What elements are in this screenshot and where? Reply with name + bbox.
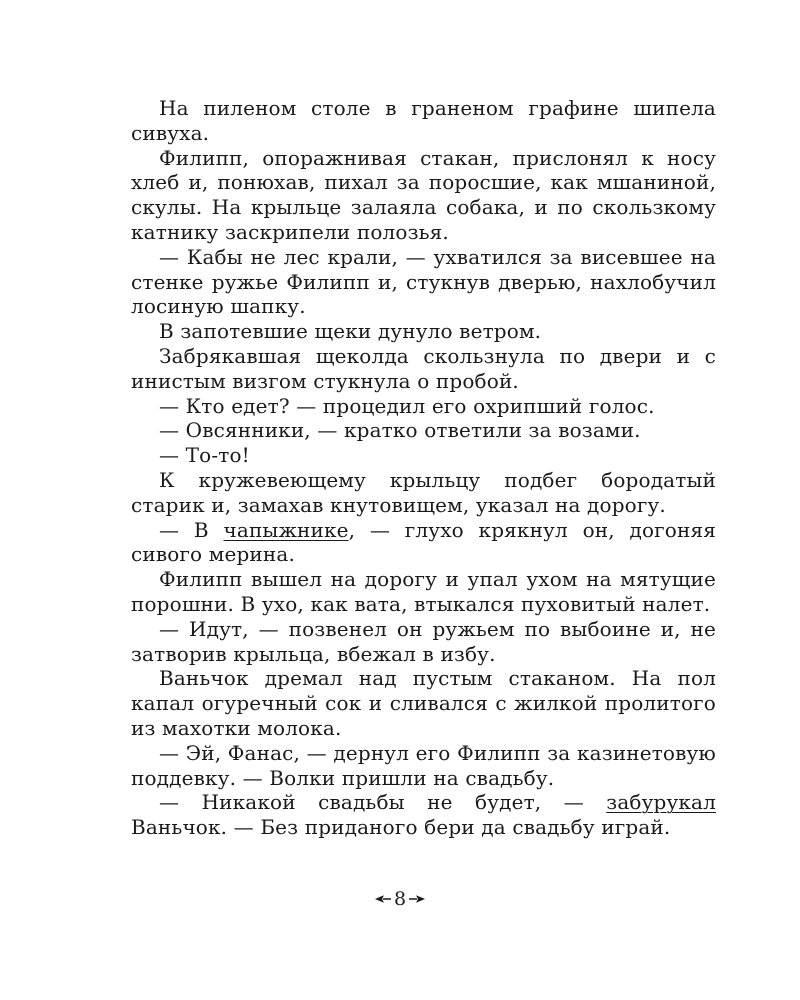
paragraph: — Кто едет? — процедил его охрипший голос. xyxy=(159,393,655,418)
ornament-right-icon xyxy=(409,886,425,910)
paragraph: В запотевшие щеки дунуло ветром. xyxy=(159,319,542,344)
paragraph xyxy=(131,518,716,568)
paragraph xyxy=(131,790,716,840)
paragraph-text: Ваньчок. — Без приданого бери да свадьбу играй. xyxy=(131,815,671,840)
paragraph-text: — В xyxy=(159,517,224,542)
paragraph: — То-то! xyxy=(159,443,250,468)
paragraph: — Эй, Фанас, — дернул его Филипп за казинетовую поддевку. — Волки пришли на свадьбу. xyxy=(131,740,716,790)
paragraph: На пиленом столе в граненом графине шипела сивуха. xyxy=(131,96,716,145)
paragraph-text: , — глухо крякнул он, догоняя сивого мерина. xyxy=(131,517,716,567)
underlined-word: забурукал xyxy=(606,790,716,815)
paragraph: К кружевеющему крыльцу подбег бородатый старик и, замахав кнутовищем, указал на дорогу. xyxy=(131,467,716,517)
ornament-left-icon xyxy=(375,886,391,910)
paragraph: — Кабы не лес крали, — ухватился за висевшее на стенке ружье Филипп и, стукнув дверью, нахлобучил лосиную шапку. xyxy=(131,244,716,319)
paragraph: Забрякавшая щеколда скользнула по двери и с инистым визгом стукнула о пробой. xyxy=(131,343,716,393)
paragraph: Ваньчок дремал над пустым стаканом. На пол капал огуречный сок и сливался с жилкой пролитого из махотки молока. xyxy=(131,666,716,740)
paragraph: Филипп, опоражнивая стакан, прислонял к носу хлеб и, понюхав, пихал за поросшие, как мшаниной, скулы. На крыльце залаяла собака, и по скользкому катнику заскрипели полозья. xyxy=(131,145,716,244)
page-number-value: 8 xyxy=(393,888,407,910)
paragraph: Филипп вышел на дорогу и упал ухом на мятущие порошни. В ухо, как вата, втыкался пуховитый налет. xyxy=(131,567,716,616)
paragraph: — Идут, — позвенел он ружьем по выбоине и, не затворив крыльца, вбежал в избу. xyxy=(131,616,716,666)
page-number xyxy=(0,886,800,911)
underlined-word: чапыжнике xyxy=(223,517,349,542)
paragraph: — Овсянники, — кратко ответили за возами. xyxy=(159,418,641,443)
paragraph-text: — Никакой свадьбы не будет, — xyxy=(159,790,607,815)
page-text xyxy=(131,96,716,840)
